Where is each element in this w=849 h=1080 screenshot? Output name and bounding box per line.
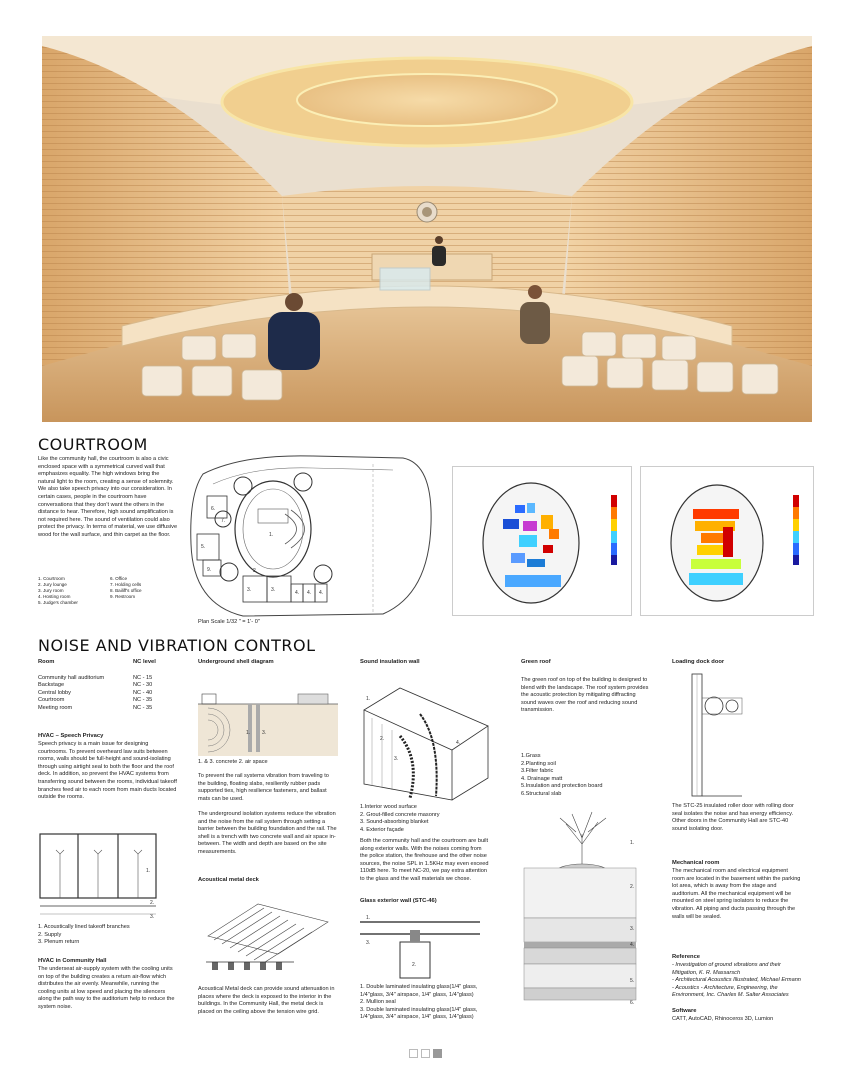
underground-diagram	[198, 690, 338, 756]
insulation-wall-text: Both the community hall and the courtroom are built along exterior walls. With the noises coming from the police station, the firehouse and the other noise sources, the noise SPL in 1.5KHz may even exceed 110dB here. To meet NC-20, we pay extra attention to the glass and the wall materials we chose.	[360, 838, 489, 882]
svg-text:3.: 3.	[150, 914, 155, 920]
table-row: Community hall auditorium NC - 15	[38, 674, 153, 681]
legend-item: 5. Judge's chamber	[38, 600, 78, 605]
loading-dock-text: The STC-25 insulated roller door with rolling door seal isolates the noise and has energy efficiency. Other doors in the Community Hall are STC-40 sound isolating door.	[672, 803, 794, 832]
underground-legend: 1. & 3. concrete 2. air space	[198, 759, 268, 765]
page-indicator[interactable]	[409, 1049, 442, 1058]
svg-text:7.: 7.	[221, 518, 226, 524]
svg-text:1.: 1.	[146, 868, 151, 874]
hvac-privacy-title: HVAC – Speech Privacy	[38, 733, 104, 739]
mech-room-title: Mechanical room	[672, 860, 720, 866]
svg-text:5.: 5.	[630, 978, 635, 984]
reference-title: Reference	[672, 954, 701, 960]
loading-dock-diagram	[672, 670, 752, 800]
svg-text:4.: 4.	[295, 590, 300, 596]
courtroom-plan	[183, 444, 443, 624]
legend-item: 7. Holding cells	[110, 582, 142, 587]
svg-text:5.: 5.	[201, 544, 206, 550]
svg-text:3.: 3.	[394, 756, 399, 762]
loading-dock-drawing	[672, 670, 752, 800]
underground-text-1: To prevent the rail systems vibration from traveling to the building, floating slabs, resiliently rubber pads supported ties, high resilience fasteners, and ballast mats can be used.	[198, 773, 329, 802]
nc-table	[38, 659, 178, 713]
underground-diagram-drawing	[198, 690, 338, 756]
table-row: Backstage NC - 30	[38, 682, 153, 689]
page-dot[interactable]	[421, 1049, 430, 1058]
svg-text:2.: 2.	[150, 900, 155, 906]
legend-item: 9. Restroom	[110, 594, 136, 599]
loading-dock-title: Loading dock door	[672, 659, 725, 665]
glass-wall-drawing	[360, 912, 480, 980]
page-dot-active[interactable]	[433, 1049, 442, 1058]
underground-title: Underground shell diagram	[198, 659, 274, 665]
page-dot[interactable]	[409, 1049, 418, 1058]
legend-item: 1. Courtroom	[38, 576, 65, 581]
insulation-wall-diagram	[360, 680, 490, 802]
acoustic-map-2	[640, 466, 814, 616]
acoustic-map-2-drawing	[641, 467, 813, 615]
svg-text:9.: 9.	[207, 567, 212, 573]
legend-item: 6. Office	[110, 576, 128, 581]
svg-text:3.: 3.	[271, 587, 276, 593]
acoustic-map-1	[452, 466, 632, 616]
metal-deck-diagram	[198, 896, 338, 976]
nc-table-header: Room NC level	[38, 659, 156, 665]
software-title: Software	[672, 1008, 697, 1014]
metal-deck-drawing	[198, 896, 338, 976]
svg-text:3.: 3.	[630, 926, 635, 932]
hvac-hall-title: HVAC in Community Hall	[38, 958, 107, 964]
svg-text:1.: 1.	[246, 730, 251, 736]
svg-text:1.: 1.	[366, 915, 371, 921]
table-row: Central lobby NC - 40	[38, 689, 153, 696]
svg-text:6.: 6.	[630, 1000, 635, 1006]
underground-text-2: The underground isolation systems reduce the vibration and the noise from the rail system through setting a barrier between the building foundation and the rail. The shell is a trench with two concrete wall and air space in-between. The width and depth are based on the site measurements.	[198, 811, 337, 855]
svg-text:2.: 2.	[412, 962, 417, 968]
green-roof-diagram	[518, 804, 646, 1030]
courtroom-title: COURTROOM	[38, 435, 148, 454]
legend-item: 3. Jury room	[38, 588, 64, 593]
hvac-privacy-text: Speech privacy is a main issue for designing courtrooms. To prevent overheard law suits between rooms, walls should be full-height and sound-isolating through using airtight seal to both the floor and the roof deck. In addition, so prevent the HVAC systems from transferring sound between the rooms, individual takeoff branches feed air to each room from main ducts located outside the rooms.	[38, 741, 177, 801]
reference-list: - Investigation of ground vibrations and their Mitigation, K. R. Massarsch - Architectural Acoustics Illustrated, Michael Ermann - Acoustics - Architecture, Engineering, the Environment, Inc. Charles M. Salter Associates	[672, 962, 801, 999]
svg-text:2.: 2.	[253, 568, 258, 574]
metal-deck-title: Acoustical metal deck	[198, 877, 259, 883]
legend-item: 8. Bailiff's office	[110, 588, 142, 593]
hvac-hall-text: The underseat air-supply system with the cooling units on top of the building creates a return air-flow which distributes the air evenly. Meanwhile, running the cooling units at low speed and placing the silencers along the path way to the auditorium help to reduce the system noise.	[38, 966, 175, 1010]
glass-wall-title: Glass exterior wall (STC-46)	[360, 898, 437, 904]
svg-text:3.: 3.	[247, 587, 252, 593]
metal-deck-text: Acoustical Metal deck can provide sound attenuation in places where the deck is exposed to the interior in the buildings. In the Community Hall, the metal deck is placed on the ceiling above the tension wire grid.	[198, 986, 335, 1015]
green-roof-drawing	[518, 804, 646, 1030]
svg-text:4.: 4.	[630, 942, 635, 948]
legend-item: 2. Jury lounge	[38, 582, 67, 587]
svg-text:6.: 6.	[211, 506, 216, 512]
noise-title: NOISE AND VIBRATION CONTROL	[38, 636, 316, 655]
svg-text:2.: 2.	[380, 736, 385, 742]
svg-text:4.: 4.	[456, 740, 461, 746]
courtroom-legend	[38, 576, 190, 606]
courtroom-intro: Like the community hall, the courtroom is also a civic enclosed space with a symmetrical curved wall that emphasizes equality. The high windows bring the natural light to the room, creating a sense of solemnity. We also take speech privacy into our consideration. In certain cases, people in the courtroom have conversations that they don't want the others in the distance to hear. Therefore, high sound amplification is not required here. The sound of ventilation could also protect the privacy. In terms of material, we use diffusive wood for the wall surface, and thin carpet as the floor.	[38, 456, 178, 538]
green-roof-text: The green roof on top of the building is designed to blend with the landscape. The roof system provides the acoustic protection by mitigating diffracting sound waves over the roof and reducing sound transmission.	[521, 677, 649, 714]
software-text: CATT, AutoCAD, Rhinoceros 3D, Lumion	[672, 1016, 774, 1022]
glass-wall-diagram	[360, 912, 480, 980]
table-row: Courtroom NC - 35	[38, 697, 153, 704]
svg-text:3.: 3.	[262, 730, 267, 736]
svg-text:1.: 1.	[269, 532, 274, 538]
green-roof-legend: 1.Grass 2.Planting soil 3.Filter fabric 4. Drainage matt 5.Insulation and protection board 6.Structural slab	[521, 753, 603, 797]
courtroom-rendering	[42, 36, 812, 422]
legend-item: 4. Hosting room	[38, 594, 71, 599]
svg-text:1.: 1.	[366, 696, 371, 702]
mech-room-text: The mechanical room and electrical equipment room are located in the basement within the parking lot area, which is away from the stage and auditorium. All the mechanical equipment will be mounted on steel spring isolators to reduce the vibration. All piping and ducts passing through the walls will be sealed.	[672, 868, 801, 920]
insulation-wall-title: Sound insulation wall	[360, 659, 420, 665]
acoustic-map-1-drawing	[453, 467, 631, 615]
glass-wall-legend: 1. Double laminated insulating glass(1/4" glass, 1/4"glass, 3/4" airspace, 1/4" glass, 1/4"glass) 2. Mullion seal 3. Double laminated insulating glass(1/4" glass, 1/4"glass, 3/4" airspace, 1/4" glass, 1/4"glass)	[360, 984, 478, 1021]
courtroom-plan-drawing	[183, 444, 443, 624]
table-row: Meeting room NC - 35	[38, 704, 153, 711]
svg-text:4.: 4.	[307, 590, 312, 596]
svg-text:2.: 2.	[630, 884, 635, 890]
hvac-privacy-legend: 1. Acoustically lined takeoff branches 2. Supply 3. Plenum return	[38, 924, 130, 946]
svg-text:3.: 3.	[366, 940, 371, 946]
courtroom-rendering-illustration	[42, 36, 812, 422]
insulation-wall-legend: 1.Interior wood surface 2. Grout-filled concrete masonry 3. Sound-absorbing blanket 4. Exterior façade	[360, 804, 440, 833]
insulation-wall-drawing	[360, 680, 490, 802]
hvac-diagram	[38, 828, 160, 920]
legend-item	[110, 600, 190, 606]
svg-text:1.: 1.	[630, 840, 635, 846]
hvac-diagram-drawing	[38, 828, 160, 920]
plan-caption: Plan Scale 1/32 " = 1'- 0"	[198, 619, 260, 625]
green-roof-title: Green roof	[521, 659, 551, 665]
svg-text:4.: 4.	[319, 590, 324, 596]
